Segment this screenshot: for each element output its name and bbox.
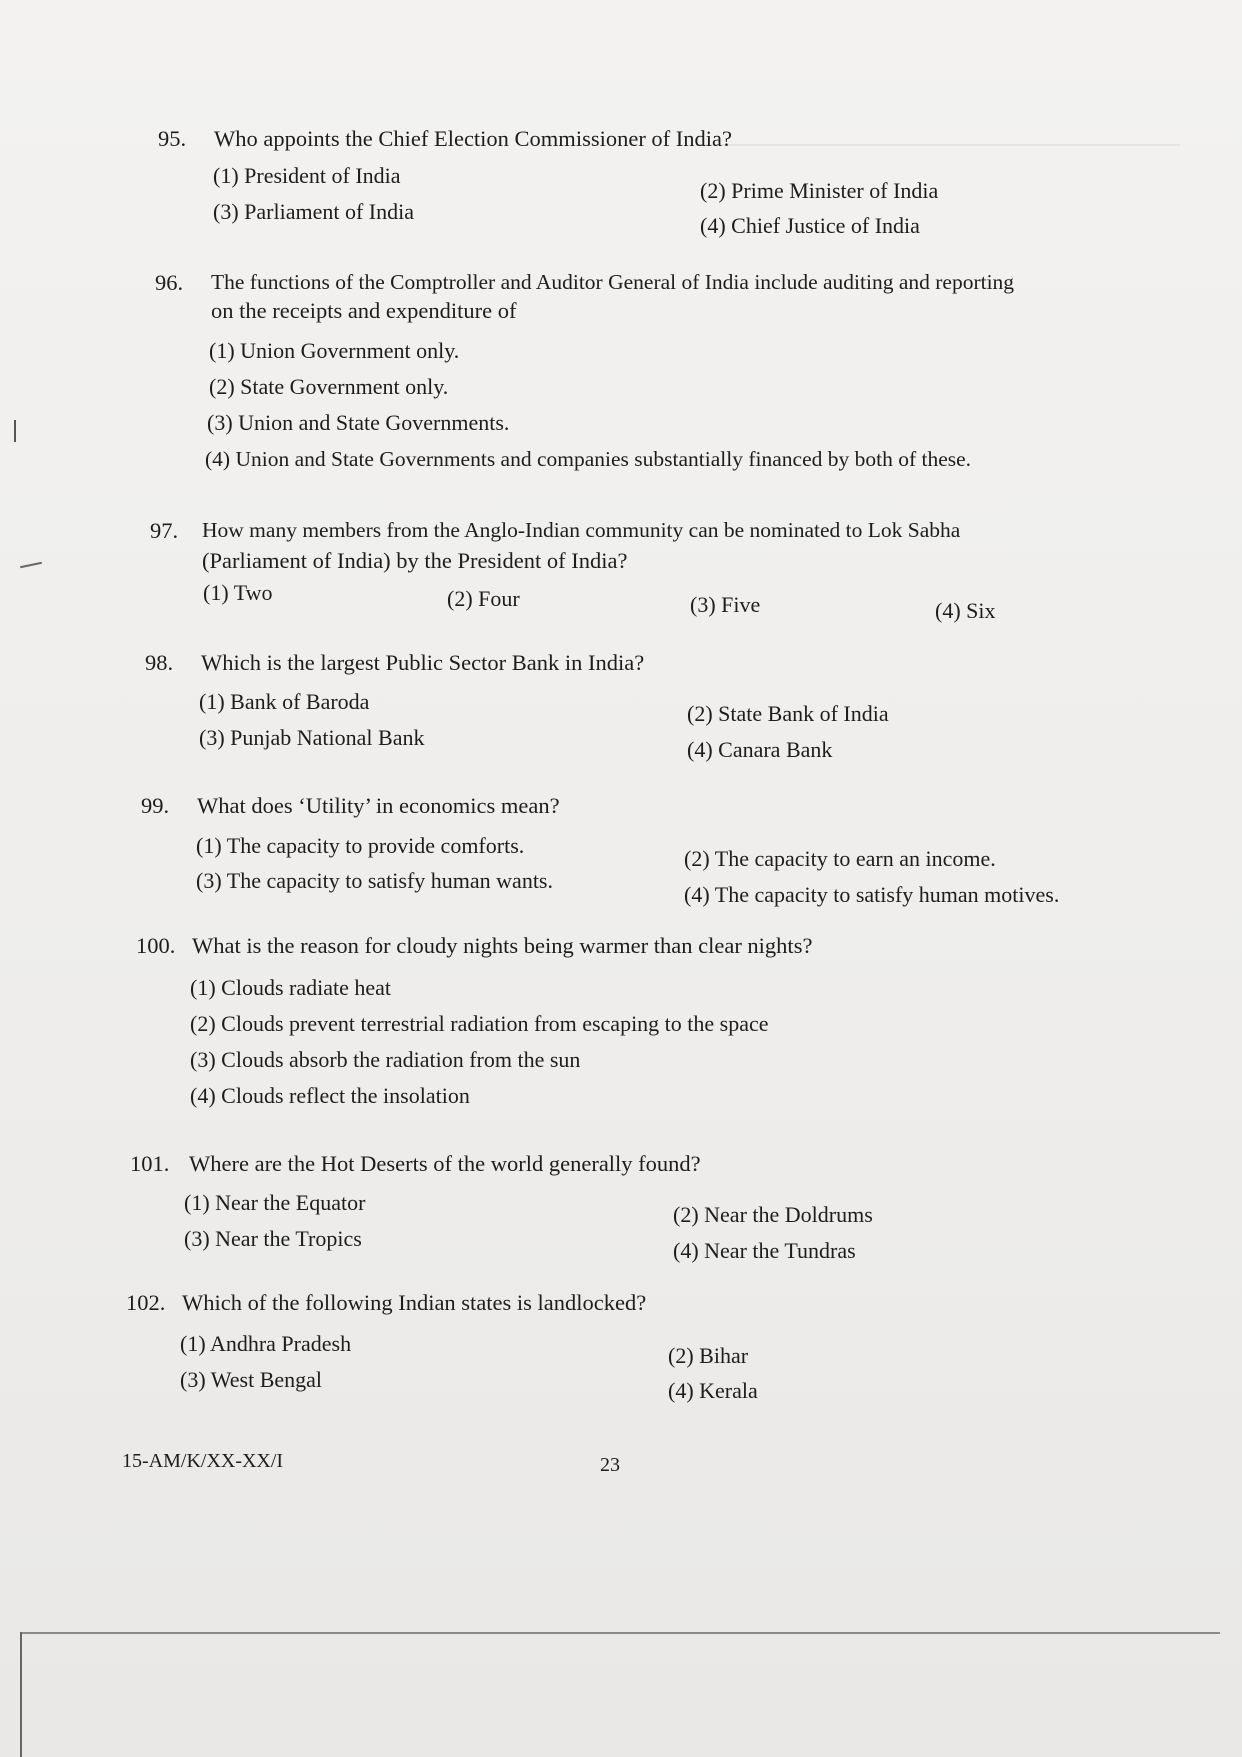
scan-edge-line-vertical: [20, 1632, 22, 1757]
option-3: (3) Five: [690, 592, 761, 617]
question-number: 96.: [155, 270, 184, 295]
question-text: Which of the following Indian states is landlocked?: [182, 1290, 647, 1315]
question-text: Which is the largest Public Sector Bank in India?: [201, 650, 645, 675]
page-number: 23: [600, 1454, 620, 1476]
exam-code: 15-AM/K/XX-XX/I: [122, 1450, 284, 1472]
option-1: (1) Two: [203, 580, 273, 605]
option-1: (1) Union Government only.: [209, 338, 460, 363]
question-number: 102.: [126, 1290, 166, 1315]
question-text-line-1: The functions of the Comptroller and Auditor General of India include auditing and reporting: [211, 270, 1015, 294]
question-text: What is the reason for cloudy nights being warmer than clear nights?: [192, 933, 813, 958]
question-number: 95.: [158, 126, 187, 151]
option-1: (1) President of India: [213, 163, 401, 188]
option-4: (4) Near the Tundras: [673, 1238, 856, 1263]
option-1: (1) Near the Equator: [184, 1190, 366, 1215]
option-4: (4) Union and State Governments and companies substantially financed by both of these.: [205, 447, 972, 471]
option-3: (3) West Bengal: [180, 1367, 323, 1392]
margin-mark: [20, 562, 42, 569]
question-number: 97.: [150, 518, 179, 543]
question-text: Where are the Hot Deserts of the world generally found?: [189, 1151, 701, 1176]
option-1: (1) Clouds radiate heat: [190, 975, 391, 1000]
question-number: 100.: [136, 933, 176, 958]
option-4: (4) Canara Bank: [687, 737, 833, 762]
option-2: (2) Four: [447, 586, 520, 611]
option-2: (2) State Government only.: [209, 374, 449, 399]
option-3: (3) The capacity to satisfy human wants.: [196, 868, 553, 893]
option-3: (3) Union and State Governments.: [207, 410, 510, 435]
option-1: (1) The capacity to provide comforts.: [196, 833, 525, 858]
margin-mark: [14, 420, 16, 442]
option-2: (2) Clouds prevent terrestrial radiation from escaping to the space: [190, 1011, 769, 1036]
option-4: (4) Six: [935, 598, 996, 623]
option-2: (2) The capacity to earn an income.: [684, 846, 996, 871]
show-through-decoration: [700, 120, 1180, 146]
question-text-line-1: How many members from the Anglo-Indian community can be nominated to Lok Sabha: [202, 518, 961, 542]
question-number: 99.: [141, 793, 170, 818]
question-text: Who appoints the Chief Election Commissioner of India?: [214, 126, 733, 151]
option-3: (3) Near the Tropics: [184, 1226, 362, 1251]
option-3: (3) Parliament of India: [213, 199, 414, 224]
option-2: (2) Prime Minister of India: [700, 178, 939, 203]
option-3: (3) Clouds absorb the radiation from the sun: [190, 1047, 581, 1072]
option-2: (2) Near the Doldrums: [673, 1202, 873, 1227]
question-text-line-2: (Parliament of India) by the President of India?: [202, 548, 628, 573]
question-text: What does ‘Utility’ in economics mean?: [197, 793, 560, 818]
option-4: (4) The capacity to satisfy human motives.: [684, 882, 1060, 907]
option-2: (2) Bihar: [668, 1343, 749, 1368]
option-1: (1) Bank of Baroda: [199, 689, 370, 714]
option-2: (2) State Bank of India: [687, 701, 889, 726]
option-3: (3) Punjab National Bank: [199, 725, 425, 750]
option-4: (4) Chief Justice of India: [700, 213, 920, 238]
option-4: (4) Kerala: [668, 1378, 758, 1403]
scan-edge-line: [20, 1632, 1220, 1634]
question-number: 98.: [145, 650, 174, 675]
question-number: 101.: [130, 1151, 170, 1176]
question-text-line-2: on the receipts and expenditure of: [211, 298, 517, 323]
option-4: (4) Clouds reflect the insolation: [190, 1083, 470, 1108]
option-1: (1) Andhra Pradesh: [180, 1331, 352, 1356]
